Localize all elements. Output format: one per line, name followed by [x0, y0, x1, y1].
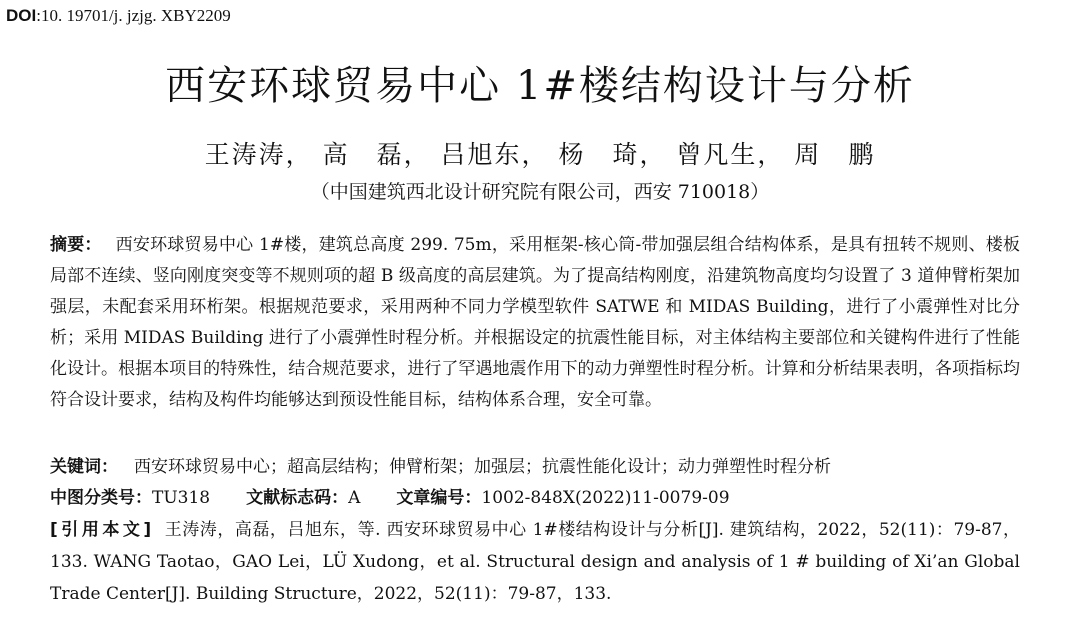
article-number-label: 文章编号：	[396, 488, 482, 508]
keywords-text: 西安环球贸易中心；超高层结构；伸臂桁架；加强层；抗震性能化设计；动力弹塑性时程分析	[134, 457, 831, 477]
keywords-section	[50, 452, 1020, 482]
doi-line	[6, 4, 231, 28]
document-code	[246, 483, 360, 513]
document-code-value: A	[348, 488, 361, 508]
classification-line	[50, 483, 1020, 513]
paper-title: 西安环球贸易中心 1#楼结构设计与分析	[165, 63, 915, 109]
abstract-text: 西安环球贸易中心 1#楼，建筑总高度 299. 75m，采用框架-核心筒-带加强层组合结构体系，是具有扭转不规则、楼板局部不连续、竖向刚度突变等不规则项的超 B 级高度的高层建筑。为了提高结构刚度，沿建筑物高度均匀设置了 3 道伸臂桁架加强层，未配套采用环桁架。根据规范要求，采用两种不同力学模型软件 SATWE 和 MIDAS Building，进行了小震弹性对比分析；采用 MIDAS Building 进行了小震弹性时程分析。并根据设定的抗震性能目标，对主体结构主要部位和关键构件进行了性能化设计。根据本项目的特殊性，结合规范要求，进行了罕遇地震作用下的动力弹塑性时程分析。计算和分析结果表明，各项指标均符合设计要求，结构及构件均能够达到预设性能目标，结构体系合理，安全可靠。	[50, 235, 1020, 410]
keywords-label: 关键词：	[50, 457, 118, 477]
article-number	[396, 483, 729, 513]
article-number-value: 1002-848X(2022)11-0079-09	[481, 488, 730, 508]
citation-label: [引用本文]	[50, 520, 155, 540]
abstract-label: 摘要：	[50, 235, 102, 255]
abstract-section	[50, 230, 1020, 416]
citation-text: 王涛涛，高磊，吕旭东，等. 西安环球贸易中心 1#楼结构设计与分析[J]. 建筑结构，2022，52(11)：79-87，133. WANG Taotao，GAO Lei，LÜ Xudong，et al. Structural design and analysis of 1 # building of Xi’an Global Trade Center[J]. Building Structure，2022，52(11)：79-87，133.	[50, 520, 1020, 604]
citation-section	[50, 514, 1020, 610]
author-list: 王涛涛， 高 磊， 吕旭东， 杨 琦， 曾凡生， 周 鹏	[204, 140, 876, 169]
clc-value: TU318	[152, 488, 211, 508]
clc-number	[50, 483, 210, 513]
document-code-label: 文献标志码：	[246, 488, 349, 508]
doi-value: :10. 19701/j. jzjg. XBY2209	[36, 6, 231, 25]
clc-label: 中图分类号：	[50, 488, 152, 508]
author-affiliation: （中国建筑西北设计研究院有限公司，西安 710018）	[310, 181, 770, 203]
doi-label: DOI	[6, 6, 37, 25]
